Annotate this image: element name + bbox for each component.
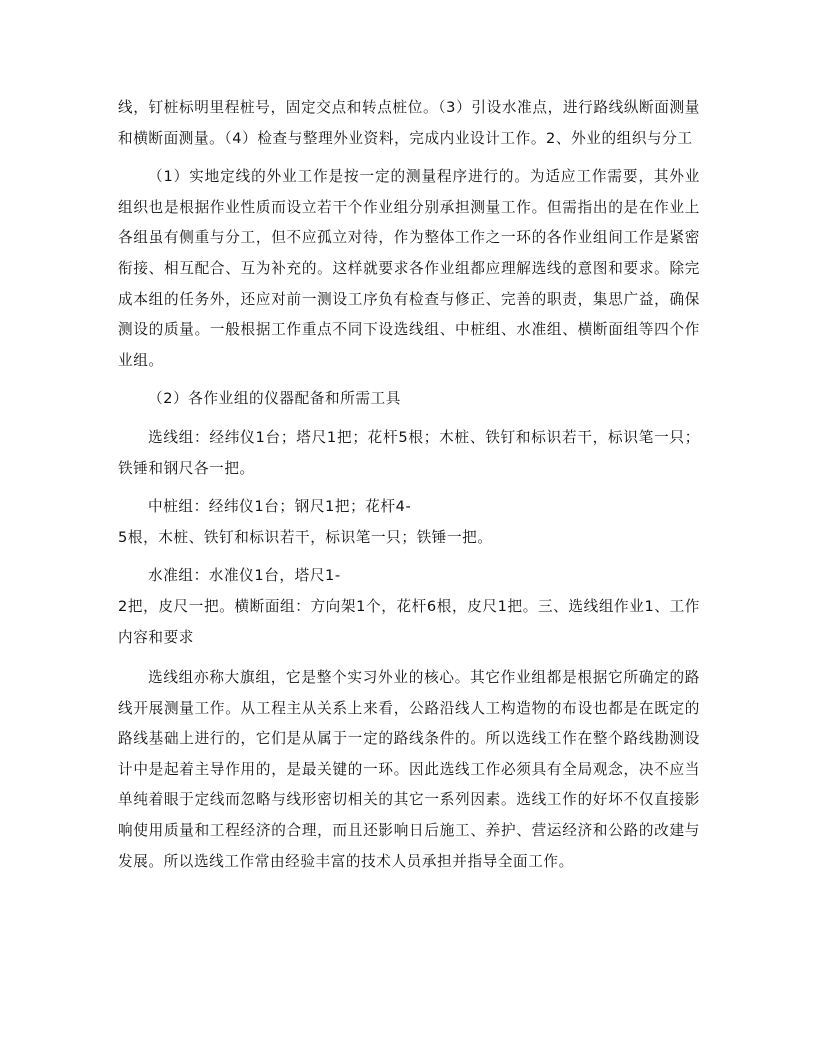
center-stake-group-line-2: 5根，木桩、铁钉和标识若干，标识笔一只；铁锤一把。 bbox=[118, 528, 493, 546]
paragraph-route-selection-core: 选线组亦称大旗组，它是整个实习外业的核心。其它作业组都是根据它所确定的路线开展测量工作。从工程主从关系上来看，公路沿线人工构造物的布设也都是在既定的路线基础上进行的，它们是从属于一定的路线条件的。所以选线工作在整个路线勘测设计中是起着主导作用的，是最关键的一环。因此选线工作必须具有全局观念，决不应当单纯着眼于定线而忽略与线形密切相关的其它一系列因素。选线工作的好坏不仅直接影响使用质量和工程经济的合理，而且还影响日后施工、养护、营运经济和公路的改建与发展。所以选线工作常由经验丰富的技术人员承担并指导全面工作。 bbox=[118, 669, 700, 870]
leveling-group-line-2: 2把，皮尺一把。横断面组：方向架1个，花杆6根，皮尺1把。三、选线组作业1、工作内容和要求 bbox=[118, 597, 700, 646]
paragraph-route-group-tools: 选线组：经纬仪1台；塔尺1把；花杆5根；木桩、铁钉和标识若干，标识笔一只；铁锤和钢尺各一把。 bbox=[118, 428, 700, 477]
paragraph-center-stake-group-tools bbox=[118, 492, 700, 553]
center-stake-group-line-1: 中桩组：经纬仪1台；钢尺1把；花杆4- bbox=[148, 498, 412, 516]
paragraph-continuation: 线，钉桩标明里程桩号，固定交点和转点桩位。（3）引设水准点，进行路线纵断面测量和横断面测量。（4）检查与整理外业资料，完成内业设计工作。2、外业的组织与分工 bbox=[118, 99, 700, 147]
paragraph-field-organization: （1）实地定线的外业工作是按一定的测量程序进行的。为适应工作需要，其外业组织也是根据作业性质而设立若干个作业组分别承担测量工作。但需指出的是在作业上各组虽有侧重与分工，但不应孤立对待，作为整体工作之一环的各作业组间工作是紧密衔接、相互配合、互为补充的。这样就要求各作业组都应理解选线的意图和要求。除完成本组的任务外，还应对前一测设工序负有检查与修正、完善的职责，集思广益，确保测设的质量。一般根据工作重点不同下设选线组、中桩组、水准组、横断面组等四个作业组。 bbox=[118, 168, 700, 369]
leveling-group-line-1: 水准组：水准仪1台，塔尺1- bbox=[148, 567, 341, 585]
document-body bbox=[118, 93, 700, 877]
paragraph-heading-instruments: （2）各作业组的仪器配备和所需工具 bbox=[148, 390, 401, 408]
paragraph-leveling-group-tools bbox=[118, 561, 700, 653]
